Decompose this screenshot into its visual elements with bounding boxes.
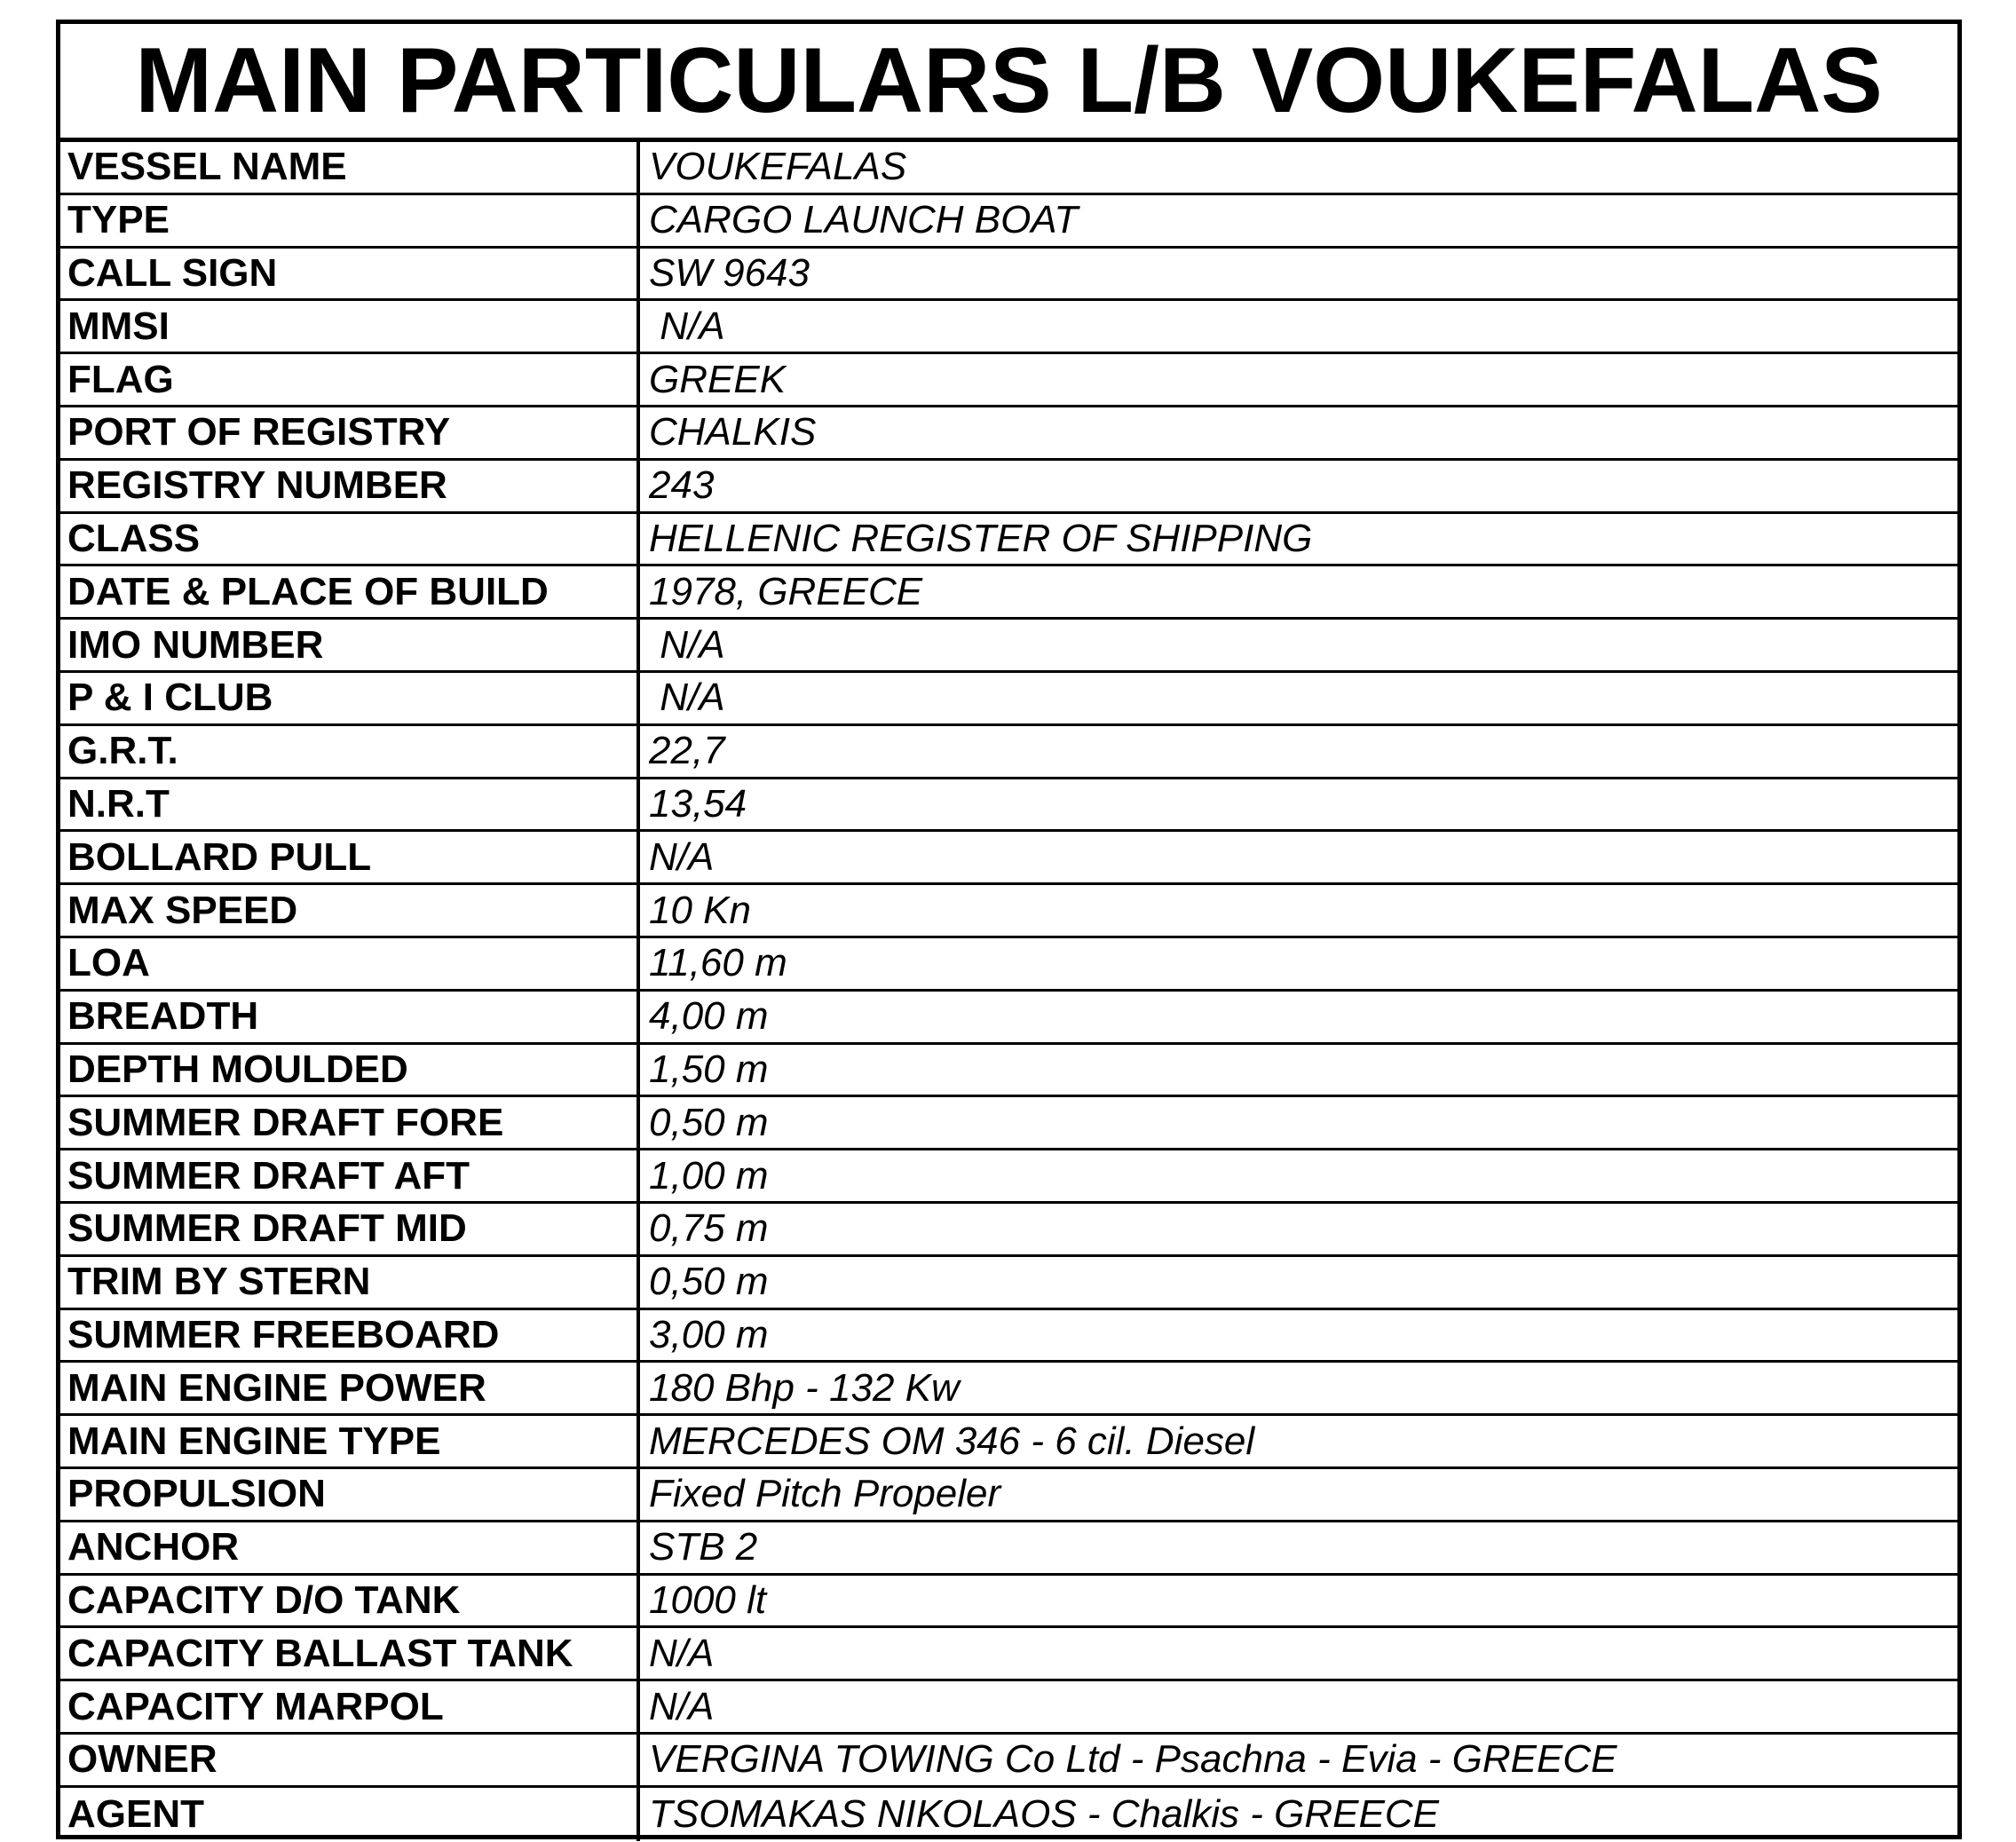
row-value: SW 9643 (649, 250, 810, 295)
row-label: PORT OF REGISTRY (60, 407, 640, 458)
row-value: N/A (649, 834, 715, 879)
row-label: MMSI (60, 301, 640, 352)
row-value: N/A (649, 1684, 715, 1728)
table-row (60, 1097, 1957, 1150)
row-value: 0,50 m (649, 1100, 769, 1144)
table-row (60, 673, 1957, 726)
row-value: N/A (649, 622, 725, 667)
table-row (60, 1788, 1957, 1841)
row-value: 10 Kn (649, 888, 751, 932)
row-value: 1,00 m (649, 1153, 769, 1198)
table-row (60, 301, 1957, 354)
row-label: MAX SPEED (60, 885, 640, 936)
row-label: MAIN ENGINE POWER (60, 1363, 640, 1413)
row-label: SUMMER DRAFT MID (60, 1204, 640, 1254)
table-row (60, 1416, 1957, 1469)
row-label: ANCHOR (60, 1522, 640, 1573)
row-value: 1,50 m (649, 1047, 769, 1091)
document-title: MAIN PARTICULARS L/B VOUKEFALAS (60, 24, 1957, 142)
row-value: N/A (649, 304, 725, 348)
row-label: CAPACITY MARPOL (60, 1681, 640, 1732)
table-row (60, 195, 1957, 249)
row-label: TYPE (60, 195, 640, 246)
row-label: BOLLARD PULL (60, 832, 640, 882)
row-label: LOA (60, 938, 640, 989)
table-row (60, 938, 1957, 992)
particulars-sheet (56, 20, 1962, 1839)
row-value: 180 Bhp - 132 Kw (649, 1365, 960, 1410)
table-row (60, 1257, 1957, 1310)
row-value: TSOMAKAS NIKOLAOS - Chalkis - GREECE (649, 1791, 1439, 1836)
row-label: VESSEL NAME (60, 142, 640, 193)
row-value: 0,75 m (649, 1206, 769, 1251)
table-row (60, 832, 1957, 885)
table-row (60, 1522, 1957, 1576)
table-row (60, 407, 1957, 461)
row-value: VERGINA TOWING Co Ltd - Psachna - Evia - GREECE (649, 1737, 1617, 1782)
row-label: OWNER (60, 1735, 640, 1785)
row-value: 11,60 m (649, 941, 787, 985)
row-label: SUMMER DRAFT FORE (60, 1097, 640, 1148)
table-row (60, 1150, 1957, 1204)
row-label: PROPULSION (60, 1469, 640, 1520)
row-label: IMO NUMBER (60, 620, 640, 670)
row-value: CHALKIS (649, 410, 817, 455)
row-label: CLASS (60, 514, 640, 565)
row-value: CARGO LAUNCH BOAT (649, 198, 1079, 242)
particulars-table (60, 142, 1957, 1841)
row-value: 3,00 m (649, 1312, 769, 1356)
table-row (60, 1310, 1957, 1364)
row-label: CALL SIGN (60, 249, 640, 299)
table-row (60, 461, 1957, 514)
row-value: 0,50 m (649, 1260, 769, 1304)
row-label: REGISTRY NUMBER (60, 461, 640, 511)
table-row (60, 1363, 1957, 1416)
row-label: N.R.T (60, 779, 640, 830)
row-value: GREEK (649, 357, 787, 401)
row-value: 1978, GREECE (649, 569, 923, 613)
table-row (60, 514, 1957, 567)
row-value: Fixed Pitch Propeler (649, 1472, 1001, 1516)
row-value: STB 2 (649, 1525, 758, 1569)
row-label: P & I CLUB (60, 673, 640, 723)
row-label: DATE & PLACE OF BUILD (60, 566, 640, 617)
row-value: VOUKEFALAS (649, 145, 907, 189)
row-label: SUMMER DRAFT AFT (60, 1150, 640, 1201)
table-row (60, 354, 1957, 407)
table-row (60, 885, 1957, 938)
row-label: BREADTH (60, 992, 640, 1042)
table-row (60, 779, 1957, 833)
row-label: CAPACITY D/O TANK (60, 1576, 640, 1626)
table-row (60, 1681, 1957, 1735)
table-row (60, 1735, 1957, 1788)
row-value: N/A (649, 1631, 715, 1675)
row-label: TRIM BY STERN (60, 1257, 640, 1308)
table-row (60, 142, 1957, 195)
row-value: 4,00 m (649, 994, 769, 1039)
row-label: MAIN ENGINE TYPE (60, 1416, 640, 1466)
row-label: AGENT (60, 1788, 640, 1841)
table-row (60, 1628, 1957, 1681)
row-value: 13,54 (649, 781, 747, 826)
row-label: CAPACITY BALLAST TANK (60, 1628, 640, 1679)
table-row (60, 992, 1957, 1045)
row-value: HELLENIC REGISTER OF SHIPPING (649, 516, 1313, 560)
row-value: MERCEDES OM 346 - 6 cil. Diesel (649, 1419, 1255, 1463)
row-label: SUMMER FREEBOARD (60, 1310, 640, 1361)
row-value: 1000 lt (649, 1577, 767, 1622)
table-row (60, 1045, 1957, 1098)
table-row (60, 249, 1957, 302)
row-value: 243 (649, 463, 715, 508)
table-row (60, 566, 1957, 620)
row-value: 22,7 (649, 729, 725, 773)
table-row (60, 1576, 1957, 1629)
row-label: DEPTH MOULDED (60, 1045, 640, 1095)
table-row (60, 620, 1957, 673)
row-label: G.R.T. (60, 726, 640, 777)
table-row (60, 1469, 1957, 1522)
row-label: FLAG (60, 354, 640, 405)
table-row (60, 726, 1957, 779)
table-row (60, 1204, 1957, 1257)
row-value: N/A (649, 676, 725, 720)
